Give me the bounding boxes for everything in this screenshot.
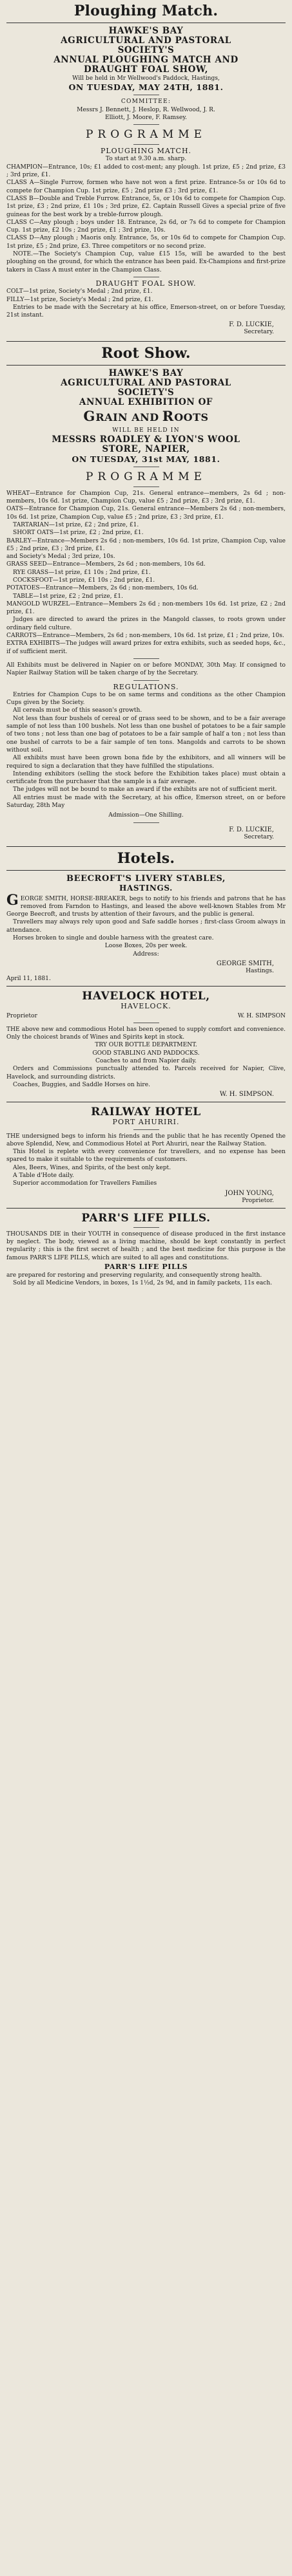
filly-prizes: FILLY—1st prize, Society's Medal ; 2nd prize, £1. xyxy=(6,296,153,303)
held-in: WILL BE HELD IN xyxy=(112,427,180,434)
railway-body-3: Ales, Beers, Wines, and Spirits, of the best only kept. xyxy=(13,1164,171,1171)
havelock-body: THE above new and commodious Hotel has been opened to supply comfort and convenience. Only the choicest brands of Wines and Spirits kept in stock. xyxy=(6,1026,286,1041)
hotels-headline: Hotels. xyxy=(117,849,175,867)
foal-show-heading: DRAUGHT FOAL SHOW. xyxy=(95,279,197,288)
regulation-item: Entries for Champion Cups to be on same terms and conditions as the other Champion Cups given by the Society. xyxy=(6,691,286,707)
railway-signature: JOHN YOUNG, xyxy=(225,1189,274,1197)
havelock-stabling: GOOD STABLING AND PADDOCKS. xyxy=(92,1050,200,1057)
railway-accommodation: Superior accommodation for Travellers Families xyxy=(13,1180,157,1187)
beecroft-date: April 11, 1881. xyxy=(6,975,51,982)
society-name-line2: AGRICULTURAL AND PASTORAL xyxy=(61,35,231,46)
barley-class-note: and Society's Medal ; 3rd prize, 10s. xyxy=(6,553,115,561)
beecroft-body-3: Horses broken to single and double harness with the greatest care. xyxy=(13,935,214,942)
root-headline: Root Show. xyxy=(101,345,191,362)
grass-seed-class: GRASS SEED—Entrance—Members, 2s 6d ; non-members, 10s 6d. xyxy=(6,561,206,568)
short-divider xyxy=(133,822,159,823)
regulation-item: All entries must be made with the Secretary, at his office, Emerson street, on or before Saturday, 28th May xyxy=(6,794,286,809)
root-show-ad xyxy=(6,345,286,840)
class-a: CLASS A—Single Furrow, formen who have not won a first prize. Entrance-5s or 10s 6d to compete for Champion Cup. 1st prize, £5 ; 2nd prize £3 ; 3rd prize, £1. xyxy=(6,180,286,194)
parrs-pills-ad xyxy=(6,1212,286,1288)
programme-heading: PROGRAMME xyxy=(85,128,207,142)
society-name: HAWKE'S BAY xyxy=(108,368,184,379)
regulation-item: Intending exhibitors (selling the stock before the Exhibition takes place) must obtain a certificate from the purchaser that the sample is a fair average. xyxy=(6,770,286,786)
root-date: ON TUESDAY, 31st MAY, 1881. xyxy=(72,454,220,464)
short-divider xyxy=(133,1129,159,1130)
oats-class: OATS—Entrance for Champion Cup, 21s. General entrance—Members 2s 6d ; non-members, 10s 6d. 1st prize, Champion Cup, value £5 ; 2nd prize, £3 ; 3rd prize, £1. xyxy=(6,506,286,521)
beecroft-signature: GEORGE SMITH, xyxy=(216,959,274,967)
regulation-item: All cereals must be of this season's growth. xyxy=(13,707,142,714)
hotels-section xyxy=(6,850,286,1288)
class-c: CLASS C—Any plough ; boys under 18. Entrance, 2s 6d, or 7s 6d to compete for Champion Cup. 1st prize, £2 10s ; 2nd prize, £1 ; 3rd prize, 10s. xyxy=(6,219,286,234)
regulation-item: Not less than four bushels of cereal or of grass seed to be shown, and to be a fair average sample of not less than 100 bushels. Not less than one bushel of potatoes to be a fair sample of two tons ; not less than one bag of potatoes to be a fair sample of half a ton ; not less than one bushel of carrots to be a fair sample of ten tons. Mangolds and carrots to be shown without soil. xyxy=(6,715,286,754)
grain-and-roots-title: GRAIN AND ROOTS xyxy=(83,408,209,425)
committee-members-line2: Elliott, J. Moore, F. Ramsey. xyxy=(104,114,188,121)
beecroft-loose-boxes: Loose Boxes, 20s per week. xyxy=(104,943,188,950)
start-time: To start at 9.30 a.m. sharp. xyxy=(105,156,187,163)
event-date: ON TUESDAY, MAY 24TH, 1881. xyxy=(68,82,224,93)
short-divider xyxy=(133,1227,159,1228)
class-d: CLASS D—Any plough ; Maoris only. Entrance, 5s, or 10s 6d to compete for Champion Cup. 1st prize, £5 ; 2nd prize, £3. Three competitors or no second prize. xyxy=(6,235,286,250)
havelock-signature: W. H. SIMPSON. xyxy=(219,1091,274,1098)
wheat-class: WHEAT—Entrance for Champion Cup, 21s. General entrance—members, 2s 6d ; non-members, 10s 6d. 1st prize, Champion Cup, value £5 ; 2nd prize, £3 ; 3rd prize, £1. xyxy=(6,490,286,505)
entries-note: Entries to be made with the Secretary at his office, Emerson-street, on or before Tuesday, 21st instant. xyxy=(6,304,286,319)
carrots-class: CARROTS—Entrance—Members, 2s 6d ; non-members, 10s 6d. 1st prize, £1 ; 2nd prize, 10s. xyxy=(6,633,284,640)
divider xyxy=(6,365,286,366)
event-place: Will be held in Mr Wellwood's Paddock, Hastings, xyxy=(72,75,220,82)
beecroft-place: Hastings. xyxy=(246,967,274,974)
event-title-line2: DRAUGHT FOAL SHOW, xyxy=(83,64,209,75)
parr-sold-by: Sold by all Medicine Vendors, in boxes, 1s 1½d, 2s 9d, and in family packets, 11s each. xyxy=(13,1280,273,1287)
class-b: CLASS B—Double and Treble Furrow. Entrance, 5s, or 10s 6d to compete for Champion Cup. 1st prize, £3 ; 2nd prize, £1 10s ; 3rd prize, £2. Captain Russell Gives a special prize of five guineas for the best work by a treble-furrow plough. xyxy=(6,195,286,218)
admission-price: Admission—One Shilling. xyxy=(108,812,184,819)
divider xyxy=(6,870,286,871)
parr-heading: PARR'S LIFE PILLS. xyxy=(81,1211,211,1225)
havelock-bottle-dept: TRY OUR BOTTLE DEPARTMENT. xyxy=(95,1042,197,1049)
secretary-signature: F. D. LUCKIE, xyxy=(229,321,274,329)
champion-cup-note: NOTE.—The Society's Champion Cup, value £15 15s, will be awarded to the best ploughing on the ground, for which the entrance has been paid. Ex-Champions and first-prize takers in Class A must enter in the Champion Class. xyxy=(6,251,286,273)
short-divider xyxy=(133,144,159,145)
table-potatoes-class: TABLE—1st prize, £2 ; 2nd prize, £1. xyxy=(13,593,123,600)
society-name: HAWKE'S BAY xyxy=(108,26,184,36)
secretary-signature: F. D. LUCKIE, xyxy=(229,826,274,833)
judges-note: Judges are directed to award the prizes in the Mangold classes, to roots grown under ordinary field culture. xyxy=(6,616,286,631)
divider xyxy=(6,986,286,987)
railway-body: THE undersigned begs to inform his friends and the public that he has recently Opened the above Splendid, New, and Commodious Hotel at Port Ahuriri, near the Railway Station. xyxy=(6,1133,286,1147)
proprietor-label: Proprietor xyxy=(6,1012,37,1019)
society-name-line3: SOCIETY'S xyxy=(117,387,175,398)
havelock-hotel-ad xyxy=(6,990,286,1098)
divider xyxy=(6,846,286,847)
havelock-hire: Coaches, Buggies, and Saddle Horses on hire. xyxy=(13,1081,150,1088)
railway-proprietor: Proprietor. xyxy=(242,1197,274,1204)
programme-heading: PROGRAMME xyxy=(85,470,207,483)
beecroft-body: GEORGE SMITH, HORSE-BREAKER, begs to notify to his friends and patrons that he has removed from Farndon to Hastings, and leased the above well-known Stables from Mr George Beecroft, and trusts by attention of their favours, and the public is general. xyxy=(6,891,286,918)
railway-table-dhote: A Table d'Hote daily. xyxy=(13,1172,74,1180)
committee-label: COMMITTEE: xyxy=(121,98,171,106)
parr-body: THOUSANDS DIE in their YOUTH in consequence of disease produced in the first instance by neglect. The body, viewed as a living machine, should be kept constantly in perfect regularity ; this is the first secret of health ; and the best medicine for this purpose is the famous PARR'S LIFE PILLS, which are suited to all ages and constitutions. xyxy=(6,1230,286,1261)
short-divider xyxy=(133,486,159,487)
barley-class: BARLEY—Entrance—Members 2s 6d ; non-members, 10s 6d. 1st prize, Champion Cup, value £5 ; 2nd prize, £3 ; 3rd prize, £1. xyxy=(6,537,286,552)
beecroft-body-2: Travellers may always rely upon good and Safe saddle horses ; first-class Groom always in attendance. xyxy=(6,919,286,934)
colt-prizes: COLT—1st prize, Society's Medal ; 2nd prize, £1. xyxy=(6,288,153,295)
programme-subheading: PLOUGHING MATCH. xyxy=(100,147,192,156)
havelock-subheading: HAVELOCK. xyxy=(121,1002,171,1011)
ploughing-headline: Ploughing Match. xyxy=(73,3,219,19)
event-title: ANNUAL PLOUGHING MATCH AND xyxy=(54,55,238,65)
society-name-line2: AGRICULTURAL AND PASTORAL xyxy=(61,378,231,389)
parr-body-2: are prepared for restoring and preserving regularity, and consequently strong health. xyxy=(6,1272,262,1279)
drop-cap: G xyxy=(6,891,19,909)
venue-line2: STORE, NAPIER, xyxy=(102,443,190,454)
champion-class: CHAMPION—Entrance, 10s; £1 added to cost-ment; any plough. 1st prize, £5 ; 2nd prize, £3 ; 3rd prize, £1. xyxy=(6,163,286,179)
short-divider xyxy=(133,124,159,125)
beecroft-subheading: HASTINGS. xyxy=(119,883,173,893)
havelock-proprietor-row xyxy=(6,1012,286,1020)
havelock-coaches: Coaches to and from Napier daily. xyxy=(95,1058,197,1065)
regulation-item: All exhibits must have been grown bona fide by the exhibitors, and all winners will be required to sign a declaration that they have fulfilled the stipulations. xyxy=(6,755,286,770)
regulations-heading: REGULATIONS. xyxy=(113,682,179,691)
short-oats-class: SHORT OATS—1st prize, £2 ; 2nd prize, £1. xyxy=(13,530,144,537)
beecroft-heading: BEECROFT'S LIVERY STABLES, xyxy=(66,873,226,884)
secretary-title: Secretary. xyxy=(244,833,274,840)
rye-grass-class: RYE GRASS—1st prize, £1 10s ; 2nd prize, £1. xyxy=(13,569,151,576)
beecroft-address-label: Address: xyxy=(133,950,159,958)
secretary-title: Secretary. xyxy=(244,329,274,336)
railway-hotel-ad xyxy=(6,1106,286,1204)
railway-body-2: This Hotel is replete with every convenience for travellers, and no expense has been spared to make it suitable to the requirements of customers. xyxy=(6,1149,286,1163)
potatoes-class: POTATOES—Entrance—Members, 2s 6d ; non-members, 10s 6d. xyxy=(6,585,199,592)
exhibition-title: ANNUAL EXHIBITION OF xyxy=(79,397,213,408)
parr-subheading: PARR'S LIFE PILLS xyxy=(104,1262,188,1271)
committee-members: Messrs J. Bennett, J. Heslop, R. Wellwood, J. R. xyxy=(77,106,215,113)
ploughing-match-ad xyxy=(6,3,286,336)
venue-line1: MESSRS ROADLEY & LYON'S WOOL xyxy=(52,434,240,445)
divider xyxy=(6,341,286,342)
cocksfoot-class: COCKSFOOT—1st prize, £1 10s ; 2nd prize, £1. xyxy=(13,577,155,584)
regulation-item: The judges will not be bound to make an award if the exhibits are not of sufficient merit. xyxy=(13,786,277,793)
mangold-class: MANGOLD WURZEL—Entrance—Members 2s 6d ; non-members 10s 6d. 1st prize, £2 ; 2nd prize, £1. xyxy=(6,600,286,616)
extra-exhibits: EXTRA EXHIBITS—The judges will award prizes for extra exhibits, such as seeded hops, &c., if of sufficient merit. xyxy=(6,640,286,655)
advert-column xyxy=(0,0,292,1287)
railway-heading: RAILWAY HOTEL xyxy=(91,1106,201,1119)
tartarian-class: TARTARIAN—1st prize, £2 ; 2nd prize, £1. xyxy=(13,521,139,528)
havelock-heading: HAVELOCK HOTEL, xyxy=(82,990,210,1003)
short-divider xyxy=(133,680,159,681)
railway-subheading: PORT AHURIRI. xyxy=(112,1118,180,1127)
society-name-line3: SOCIETY'S xyxy=(117,45,175,55)
short-divider xyxy=(133,658,159,659)
proprietor-name: W. H. SIMPSON xyxy=(237,1012,286,1019)
havelock-orders: Orders and Commissions punctually attended to. Parcels received for Napier, Clive, Havelock, and surrounding districts. xyxy=(6,1066,286,1080)
divider xyxy=(6,1208,286,1209)
beecroft-stables-ad xyxy=(6,874,286,983)
delivery-note: All Exhibits must be delivered in Napier on or before MONDAY, 30th May. If consigned to Napier Railway Station will be taken charge of by the Secretary. xyxy=(6,662,286,677)
